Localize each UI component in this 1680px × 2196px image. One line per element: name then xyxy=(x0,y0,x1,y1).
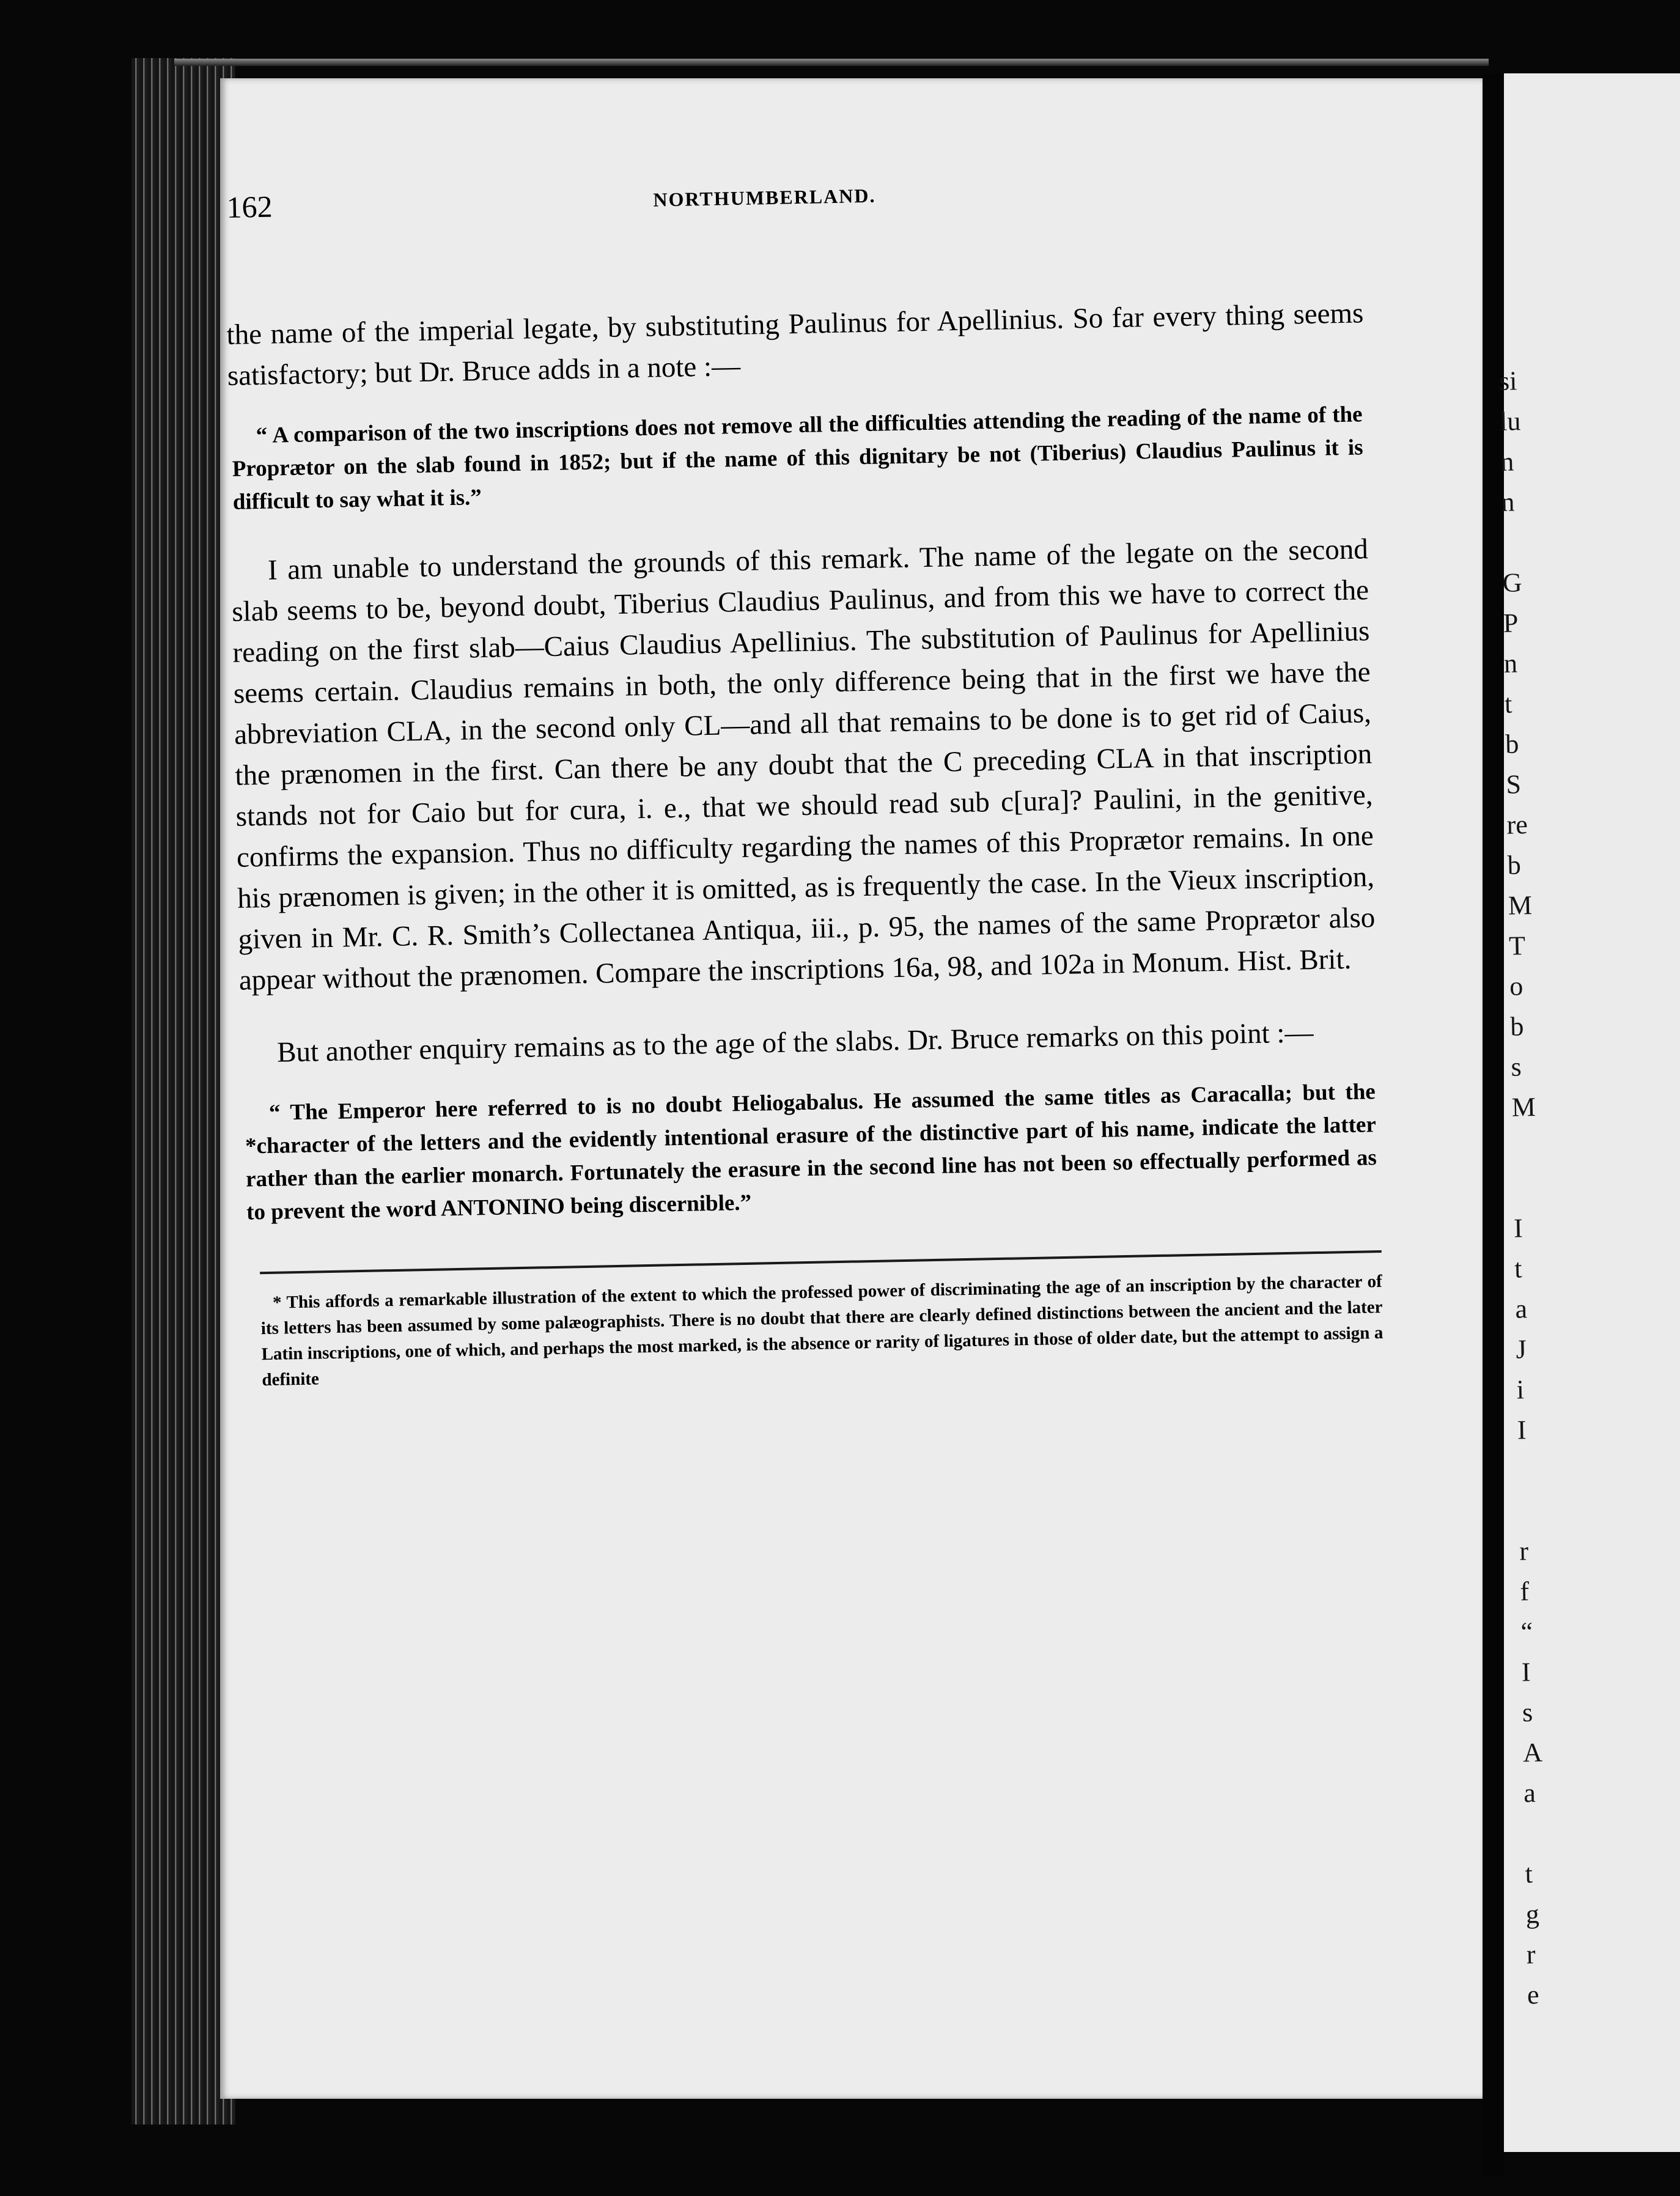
facing-page-fragment: f xyxy=(1520,1576,1530,1607)
paragraph-3: But another enquiry remains as to the age of the slabs. Dr. Bruce remarks on this point :— xyxy=(276,1017,1314,1069)
facing-page-fragment: J xyxy=(1516,1334,1527,1365)
facing-page-fragment: a xyxy=(1515,1294,1528,1324)
footnote-rule xyxy=(260,1250,1382,1274)
facing-page-strip xyxy=(1498,73,1680,2152)
facing-page-fragment xyxy=(1524,1813,1574,1854)
facing-page-fragment: G xyxy=(1502,567,1522,598)
facing-page-fragment xyxy=(1512,1167,1562,1208)
facing-page-fragment: s xyxy=(1522,1697,1533,1728)
facing-page-fragment: I xyxy=(1513,1213,1523,1244)
facing-page-fragment: n xyxy=(1500,487,1515,517)
facing-page-fragment xyxy=(1512,1127,1561,1168)
facing-page-fragment: r xyxy=(1519,1536,1529,1566)
facing-page-fragment: A xyxy=(1522,1737,1543,1768)
facing-page-fragment: M xyxy=(1511,1092,1536,1122)
facing-page-fragment: b xyxy=(1509,1011,1524,1042)
facing-page-fragment: r xyxy=(1526,1939,1536,1970)
paragraph-2: I am unable to understand the grounds of this remark. The name of the legate on the second slab seems to be, beyond doubt, Tiberius Claudius Paulinus, and from this we have to correct the reading on the first slab—Caius Claudius Apellinius. The substitution of Paulinus for Apellinius seems certain. Claudius remains in both, the only difference being that in the first we have the abbreviation CLA, in the second only CL—and all that remains to be done is to get rid of Caius, the prænomen in the first. Can there be any doubt that the C preceding CLA in that inscription stands not for Caio but for cura, i. e., that we should read sub c[ura]? Paulini, in the genitive, confirms the expansion. Thus no difficulty regarding the names of this Proprætor remains. In one his prænomen is given; in the other it is omitted, as is frequently the case. In the Vieux inscription, given in Mr. C. R. Smith’s Collectanea Antiqua, iii., p. 95, the names of the same Proprætor also appear without the prænomen. Compare the inscriptions 16a, 98, and 102a in Monum. Hist. Brit. xyxy=(231,533,1376,997)
facing-page-fragment: si xyxy=(1498,366,1517,396)
page-body xyxy=(226,293,1384,1393)
facing-page-fragment: g xyxy=(1525,1899,1540,1929)
facing-page-fragment xyxy=(1519,1490,1568,1531)
page-number: 162 xyxy=(226,189,273,224)
facing-page-fragment: T xyxy=(1508,930,1526,961)
facing-page-fragment: o xyxy=(1509,971,1523,1001)
facing-page-fragment xyxy=(1517,1450,1567,1490)
facing-page-fragment: e xyxy=(1527,1980,1539,2010)
facing-page-fragment: n xyxy=(1503,648,1518,679)
quotation-1: “ A comparison of the two inscriptions does not remove all the difficulties attending the reading of the name of the Proprætor on the slab found in 1852; but if the name of this dignitary be not (Tiberius) Claudius Paulinus it is difficult to say what it is.” xyxy=(232,402,1363,515)
facing-page-fragment: t xyxy=(1504,688,1512,719)
facing-page-fragment: M xyxy=(1508,890,1533,921)
book-top-edge xyxy=(174,59,1489,66)
facing-page-fragment: S xyxy=(1506,769,1522,800)
facing-page-fragment: I xyxy=(1521,1657,1531,1687)
footnote: * This affords a remarkable illustration of the extent to which the professed power of discriminating the age of an inscription by the character of its letters has been assumed by some palæographists. There is no doubt that there are clearly defined distinctions between the ancient and the later Latin inscriptions, one of which, and perhaps the most marked, is the absence or rarity of ligatures in those of older date, but the attempt to assign a definite xyxy=(260,1271,1383,1390)
running-head: NORTHUMBERLAND. xyxy=(653,184,876,211)
facing-page-fragment: n xyxy=(1500,446,1514,477)
quotation-2: “ The Emperor here referred to is no doubt Heliogabalus. He assumed the same titles as Caracalla; but the *character of the letters and the evidently intentional erasure of the distinctive part of his name, indicate the latter rather than the earlier monarch. Fortunately the erasure in the second line has not been so effectually performed as to prevent the word ANTONINO being discernible.” xyxy=(245,1079,1377,1225)
facing-page-line-starts xyxy=(1498,361,1576,2016)
facing-page-fragment: “ xyxy=(1520,1616,1533,1647)
facing-page-fragment: b xyxy=(1505,729,1519,759)
facing-page-fragment: t xyxy=(1525,1859,1533,1889)
paragraph-1: the name of the imperial legate, by substituting Paulinus for Apellinius. So far every thing seems satisfactory; but Dr. Bruce adds in a note :— xyxy=(226,297,1364,392)
facing-page-fragment: I xyxy=(1517,1415,1527,1445)
facing-page-fragment: t xyxy=(1514,1253,1522,1284)
facing-page-fragment: re xyxy=(1506,809,1528,840)
facing-page-fragment xyxy=(1501,521,1551,562)
facing-page-fragment: s xyxy=(1511,1052,1522,1082)
facing-page-fragment: P xyxy=(1503,608,1519,638)
facing-page-fragment: a xyxy=(1523,1778,1536,1808)
facing-page-fragment: lu xyxy=(1499,406,1521,437)
facing-page-fragment: b xyxy=(1507,850,1522,880)
facing-page-fragment: i xyxy=(1516,1374,1525,1405)
